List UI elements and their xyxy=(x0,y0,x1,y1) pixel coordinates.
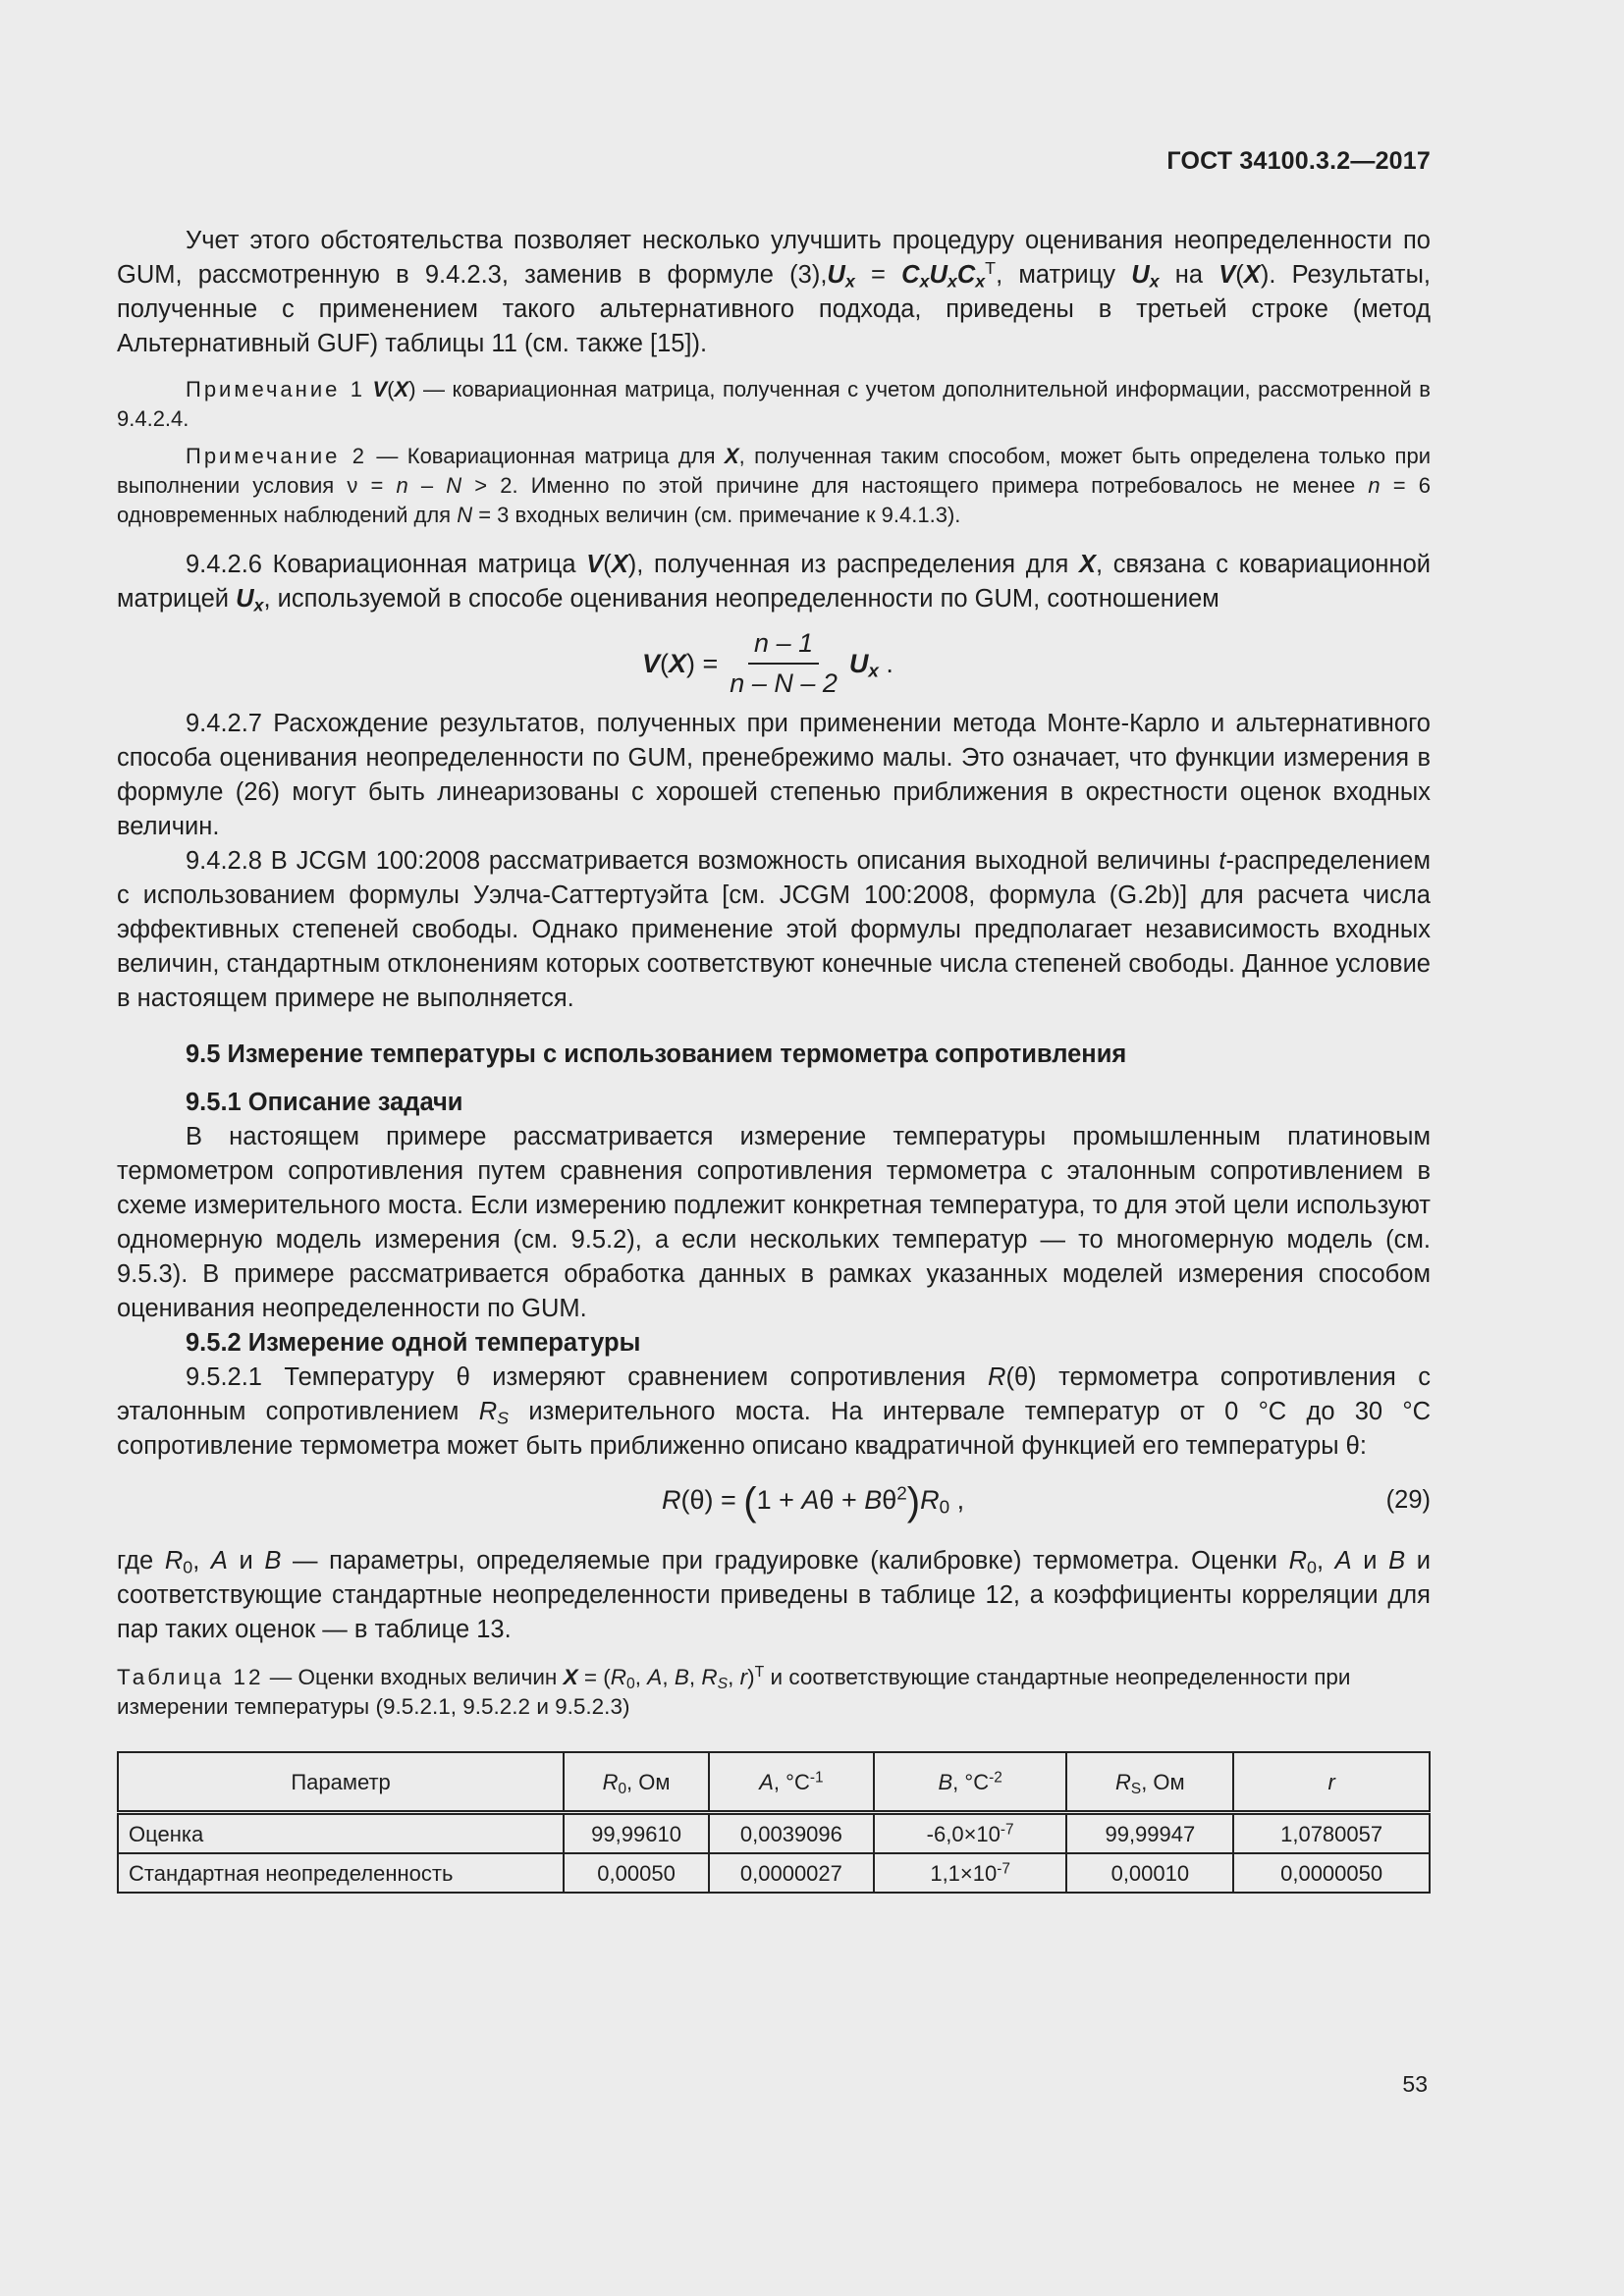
section-9-5-1-text: В настоящем примере рассматривается измерение температуры промышленным платиновым термометром сопротивления путем сравнения сопротивления термометра с эталонным сопротивлением в схеме измерительного моста. Если измерению подлежит конкретная температура, то для этой цели используют одномерную модель измерения (см. 9.5.2), а если нескольких температур — то многомерную модель (см. 9.5.3). В примере рассматривается обработка данных в рамках указанных моделей измерения способом оценивания неопределенности по GUM. xyxy=(117,1123,1431,1322)
table-12-caption: Таблица 12 — Оценки входных величин $X = (R_0$, A, B, $R_S$, r)$^T$ и соответствующие стандартные неопределенности при измерении температуры (9.5.2.1, 9.5.2.2 и 9.5.2.3) xyxy=(117,1664,1351,1719)
fraction: $\frac{n - 1}{n - N - 2}$ xyxy=(730,628,838,698)
table-row: Стандартная неопределенность 0,00050 0,0000027 $1,1\times 10^{-7}$ 0,00010 0,0000050 xyxy=(118,1853,1430,1893)
table-header-row xyxy=(118,1752,1430,1813)
note-1: Примечание 1 V(X) — ковариационная матрица, полученная с учетом дополнительной информации, рассмотренной в 9.4.2.4. xyxy=(117,377,1431,431)
note-2: Примечание 2 — Ковариационная матрица для X, полученная таким способом, может быть определена только при выполнении условия ν = n – N > 2. Именно по этой причине для настоящего примера потребовалось не менее n = 6 одновременных наблюдений для N = 3 входных величин (см. примечание к 9.4.1.3). xyxy=(117,444,1431,527)
header-cell-r: r xyxy=(1233,1752,1430,1813)
page-number: 53 xyxy=(1402,2071,1428,2097)
formula-29: $R(\theta) = (1 + A\theta + B\theta^2)R_0$ , (29) xyxy=(662,1480,1431,1523)
formula-covariance: V(X) = $\frac{n - 1}{n - N - 2}$ $U_x$ . xyxy=(117,624,1431,703)
section-9-4-2-6: 9.4.2.6 Ковариационная матрица V(X), полученная из распределения для X, связана с ковариационной матрицей $U_x$, используемой в способе оценивания неопределенности по GUM, соотношением xyxy=(117,551,1432,615)
header-cell-r0: $R_0$, Ом xyxy=(564,1752,709,1813)
header-cell-a: A, $^\circ C^{-1}$ xyxy=(709,1752,874,1813)
paragraph-where: где $R_0$, A и B — параметры, определяемые при градуировке (калибровке) термометра. Оценки $R_0$, A и B и соответствующие стандартные неопределенности приведены в таблице 12, а коэффициенты корреляции для пар таких оценок — в таблице 13. xyxy=(117,1547,1432,1643)
heading-9-5: 9.5 Измерение температуры с использованием термометра сопротивления xyxy=(186,1041,1127,1068)
paragraph-intro: Учет этого обстоятельства позволяет несколько улучшить процедуру оценивания неопределенности по GUM, рассмотренную в 9.4.2.3, заменив в формуле $(3),U_x = C_xU_xC_x^T$, матрицу $U_x$ на V(X). Результаты, полученные с применением такого альтернативного подхода, приведены в третьей строке (метод Альтернативный GUF) таблицы 11 (см. также [15]). xyxy=(117,227,1431,357)
formula-number: (29) xyxy=(1385,1486,1431,1514)
document-header: ГОСТ 34100.3.2—2017 xyxy=(1166,147,1431,175)
heading-9-5-1: 9.5.1 Описание задачи xyxy=(186,1089,463,1116)
section-9-4-2-7: 9.4.2.7 Расхождение результатов, полученных при применении метода Монте-Карло и альтернативного способа оценивания неопределенности по GUM, пренебрежимо малы. Это означает, что функции измерения в формуле (26) могут быть линеаризованы с хорошей степенью приближения в окрестности оценок входных величин. xyxy=(117,710,1431,840)
header-cell-rs: $R_S$, Ом xyxy=(1066,1752,1233,1813)
section-9-4-2-8: 9.4.2.8 В JCGM 100:2008 рассматривается возможность описания выходной величины t-распределением с использованием формулы Уэлча-Саттертуэйта [см. JCGM 100:2008, формула (G.2b)] для расчета числа эффективных степеней свободы. Однако применение этой формулы предполагает независимость входных величин, стандартным отклонениям которых соответствуют конечные числа степеней свободы. Данное условие в настоящем примере не выполняется. xyxy=(117,847,1431,1012)
heading-9-5-2: 9.5.2 Измерение одной температуры xyxy=(186,1329,641,1357)
header-cell-b: B, $^\circ C^{-2}$ xyxy=(874,1752,1067,1813)
header-cell-parameter: Параметр xyxy=(118,1752,564,1813)
table-12 xyxy=(117,1751,1431,1894)
section-9-5-2-1: 9.5.2.1 Температуру θ измеряют сравнением сопротивления R(θ) термометра сопротивления с эталонным сопротивлением $R_S$ измерительного моста. На интервале температур от 0 °С до 30 °С сопротивление термометра может быть приближенно описано квадратичной функцией его температуры θ: xyxy=(117,1363,1431,1460)
table-row: Оценка 99,99610 0,0039096 $-6,0\times 10^{-7}$ 99,99947 1,0780057 xyxy=(118,1813,1430,1854)
page-content xyxy=(117,224,1431,1894)
